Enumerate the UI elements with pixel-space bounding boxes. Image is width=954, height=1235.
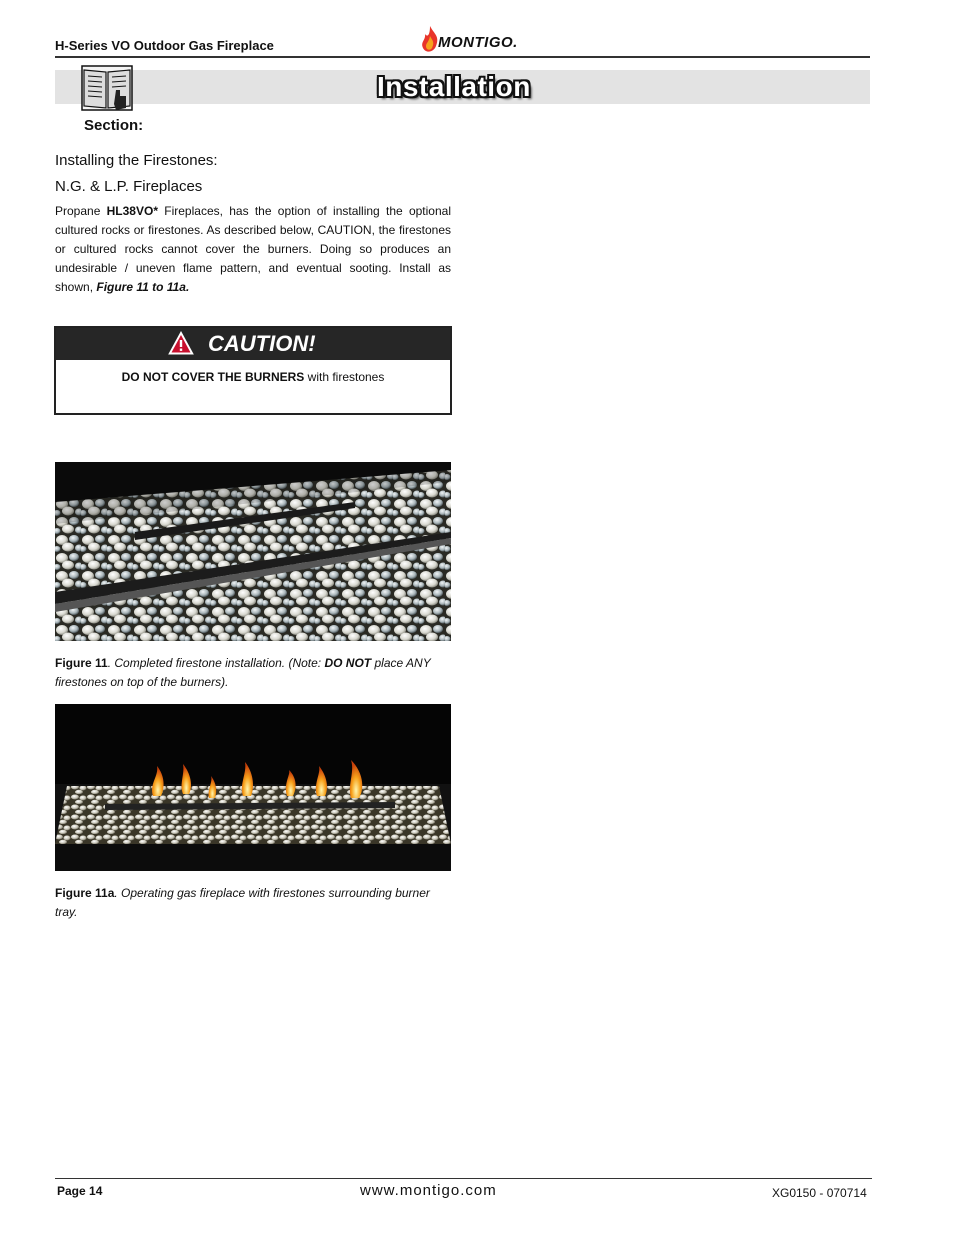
model-number: HL38VO* [106, 204, 158, 218]
caution-header [56, 328, 450, 360]
figure-11-text-b: place ANY firestones on top of the burners). [55, 656, 431, 689]
footer-url: www.montigo.com [360, 1182, 497, 1199]
figure-11-photo [55, 462, 451, 641]
heading-installing-firestones: Installing the Firestones: [55, 152, 218, 169]
footer-divider [55, 1178, 872, 1179]
document-code: XG0150 - 070714 [772, 1186, 867, 1200]
manual-book-icon [80, 64, 134, 112]
figure-11a-text: . Operating gas fireplace with firestones surrounding burner tray. [55, 886, 430, 919]
header-divider [55, 56, 870, 58]
figure-reference: Figure 11 to 11a. [96, 280, 190, 294]
warning-triangle-icon [168, 331, 194, 355]
section-banner [55, 70, 870, 104]
caution-bold-text: DO NOT COVER THE BURNERS [121, 370, 305, 384]
brand-name: MONTIGO. [438, 34, 518, 51]
body-text-middle: Fireplaces, has the option of installing the optional cultured rocks or firestones. As described below, CAUTION, the firestones or cultured rocks cannot cover the burners. Doing so produces an undesirable / uneven flame pattern, and eventual sooting. Install as shown, [55, 204, 451, 294]
caution-title: CAUTION! [208, 331, 316, 356]
section-label: Section: [84, 117, 144, 134]
montigo-logo [418, 24, 518, 56]
figure-11a-photo [55, 704, 451, 871]
page-number: Page 14 [57, 1184, 103, 1198]
document-header-title: H-Series VO Outdoor Gas Fireplace [55, 38, 274, 53]
figure-11a-caption [55, 884, 455, 922]
caution-message [56, 370, 450, 384]
figure-11-bold: DO NOT [324, 656, 372, 670]
figure-11-caption [55, 654, 455, 692]
body-text-start: Propane [55, 204, 107, 218]
caution-rest-text: with firestones [304, 370, 385, 384]
caution-box [54, 326, 452, 415]
banner-title: Installation [377, 71, 531, 102]
figure-11a-label: Figure 11a [55, 886, 115, 900]
figure-11-label: Figure 11 [55, 656, 108, 670]
heading-fireplace-types: N.G. & L.P. Fireplaces [55, 178, 203, 195]
body-paragraph [55, 202, 451, 297]
figure-11-text-a: . Completed firestone installation. (Note: [107, 656, 325, 670]
